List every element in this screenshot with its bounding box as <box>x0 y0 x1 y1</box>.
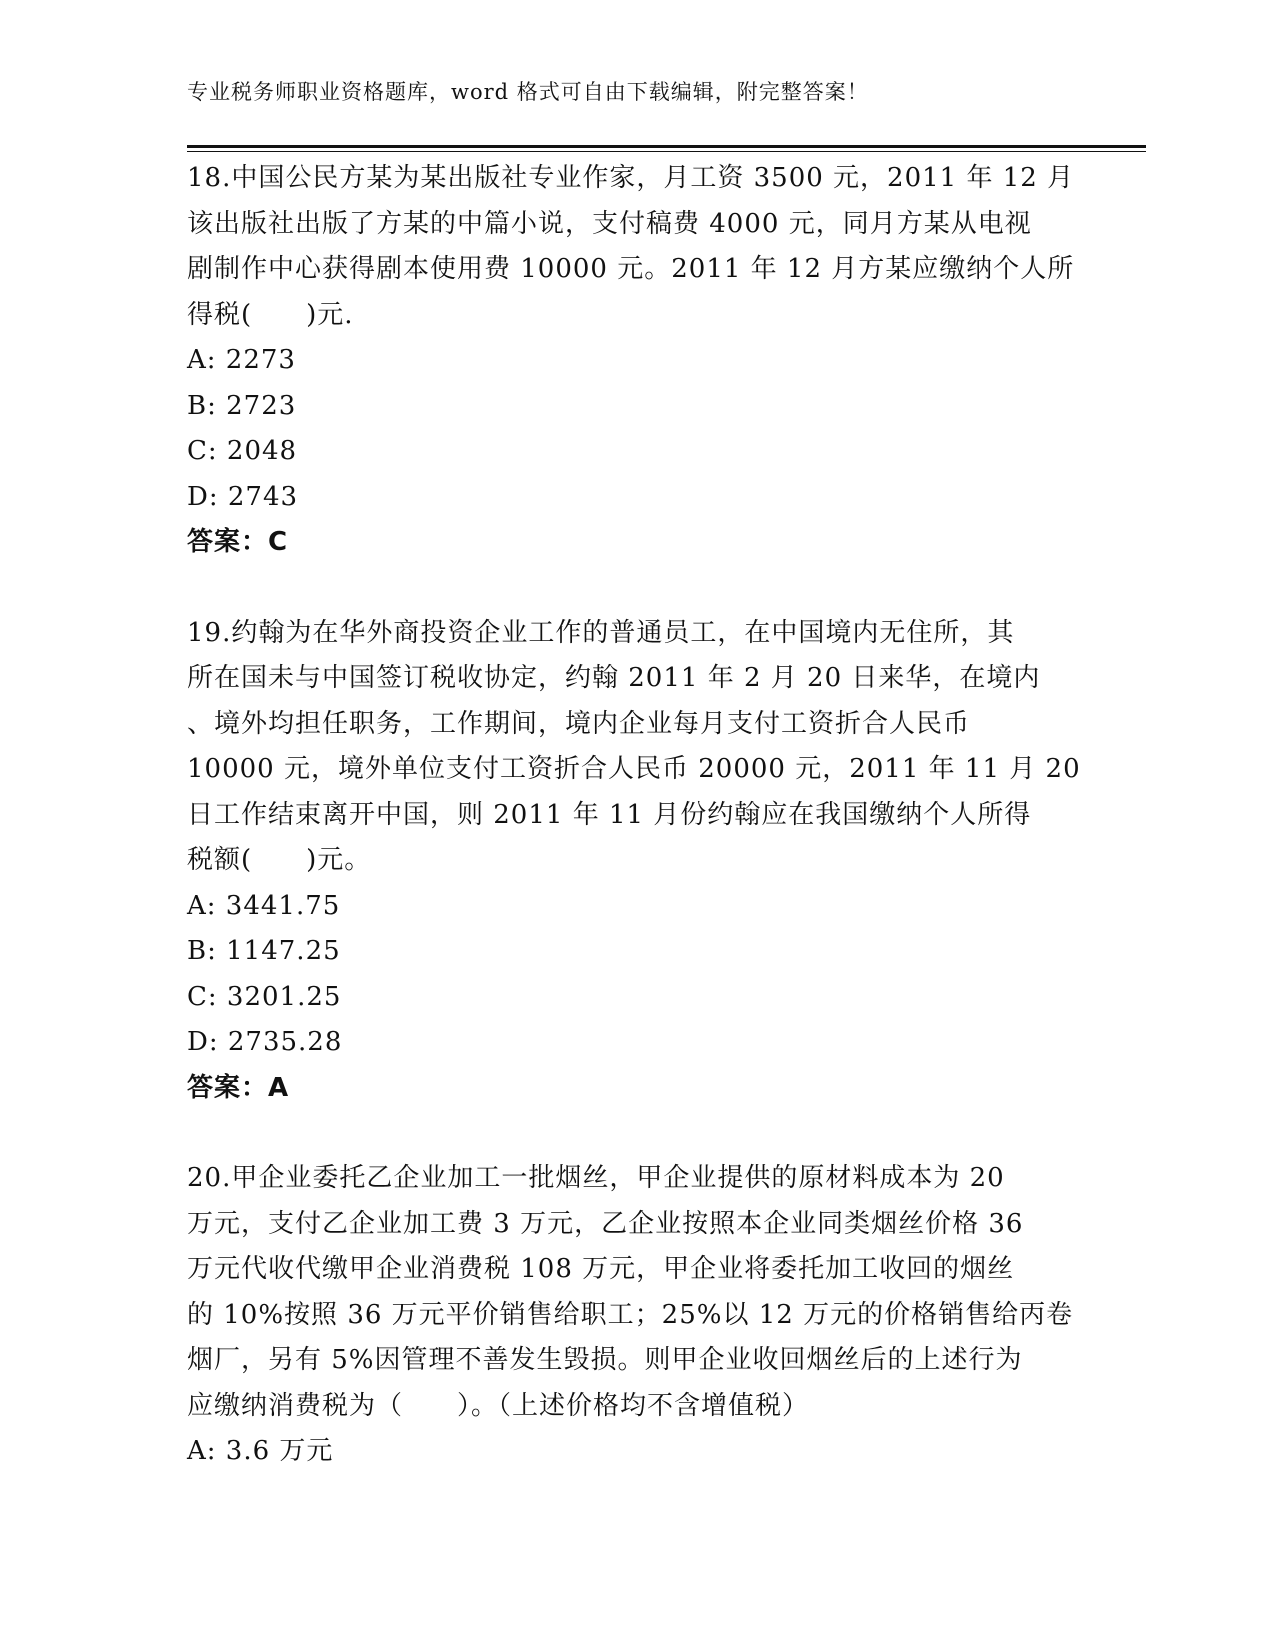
answer-label: 答案：A <box>187 1072 290 1103</box>
question-stem-line: 万元代收代缴甲企业消费税 108 万元，甲企业将委托加工收回的烟丝 <box>187 1254 1015 1284</box>
option-b: B: 2723 <box>187 390 297 421</box>
question-list <box>187 156 1087 1475</box>
question-stem-line: 、境外均担任职务，工作期间，境内企业每月支付工资折合人民币 <box>187 708 971 739</box>
question-stem-line: 得税( )元. <box>187 299 354 330</box>
option-b: B: 1147.25 <box>187 936 341 966</box>
option-c: C: 2048 <box>187 436 298 466</box>
option-d: D: 2735.28 <box>187 1027 343 1057</box>
question-stem-line: 该出版社出版了方某的中篇小说，支付稿费 4000 元，同月方某从电视 <box>187 208 1032 239</box>
question-stem-line: 10000 元，境外单位支付工资折合人民币 20000 元，2011 年 11 月 20 <box>187 754 1081 784</box>
header-rule-thin <box>187 151 1146 152</box>
option-c: C: 3201.25 <box>187 981 342 1012</box>
question-stem-line: 税额( )元。 <box>187 845 372 875</box>
question-18 <box>187 156 1087 566</box>
question-stem-line: 的 10%按照 36 万元平价销售给职工；25%以 12 万元的价格销售给丙卷 <box>187 1299 1074 1330</box>
option-a: A: 3.6 万元 <box>187 1436 334 1466</box>
question-stem-line: 18.中国公民方某为某出版社专业作家，月工资 3500 元，2011 年 12 月 <box>187 163 1075 193</box>
question-stem-line: 烟厂，另有 5%因管理不善发生毁损。则甲企业收回烟丝后的上述行为 <box>187 1345 1023 1375</box>
answer-label: 答案：C <box>187 527 289 557</box>
question-stem-line: 所在国未与中国签订税收协定，约翰 2011 年 2 月 20 日来华，在境内 <box>187 663 1041 693</box>
header-rule-thick <box>187 145 1146 148</box>
question-stem-line: 剧制作中心获得剧本使用费 10000 元。2011 年 12 月方某应缴纳个人所 <box>187 254 1075 284</box>
question-stem-line: 应缴纳消费税为（ ）。（上述价格均不含增值税） <box>187 1390 810 1421</box>
option-a: A: 3441.75 <box>187 890 341 921</box>
question-19 <box>187 611 1087 1112</box>
question-stem-line: 万元，支付乙企业加工费 3 万元，乙企业按照本企业同类烟丝价格 36 <box>187 1208 1024 1239</box>
question-stem-line: 19.约翰为在华外商投资企业工作的普通员工，在中国境内无住所，其 <box>187 617 1015 648</box>
question-stem-line: 20.甲企业委托乙企业加工一批烟丝，甲企业提供的原材料成本为 20 <box>187 1163 1005 1193</box>
option-d: D: 2743 <box>187 481 299 512</box>
question-stem-line: 日工作结束离开中国，则 2011 年 11 月份约翰应在我国缴纳个人所得 <box>187 799 1032 830</box>
question-20 <box>187 1156 1087 1475</box>
option-a: A: 2273 <box>187 345 296 375</box>
page-header: 专业税务师职业资格题库，word 格式可自由下载编辑，附完整答案！ <box>187 80 869 104</box>
